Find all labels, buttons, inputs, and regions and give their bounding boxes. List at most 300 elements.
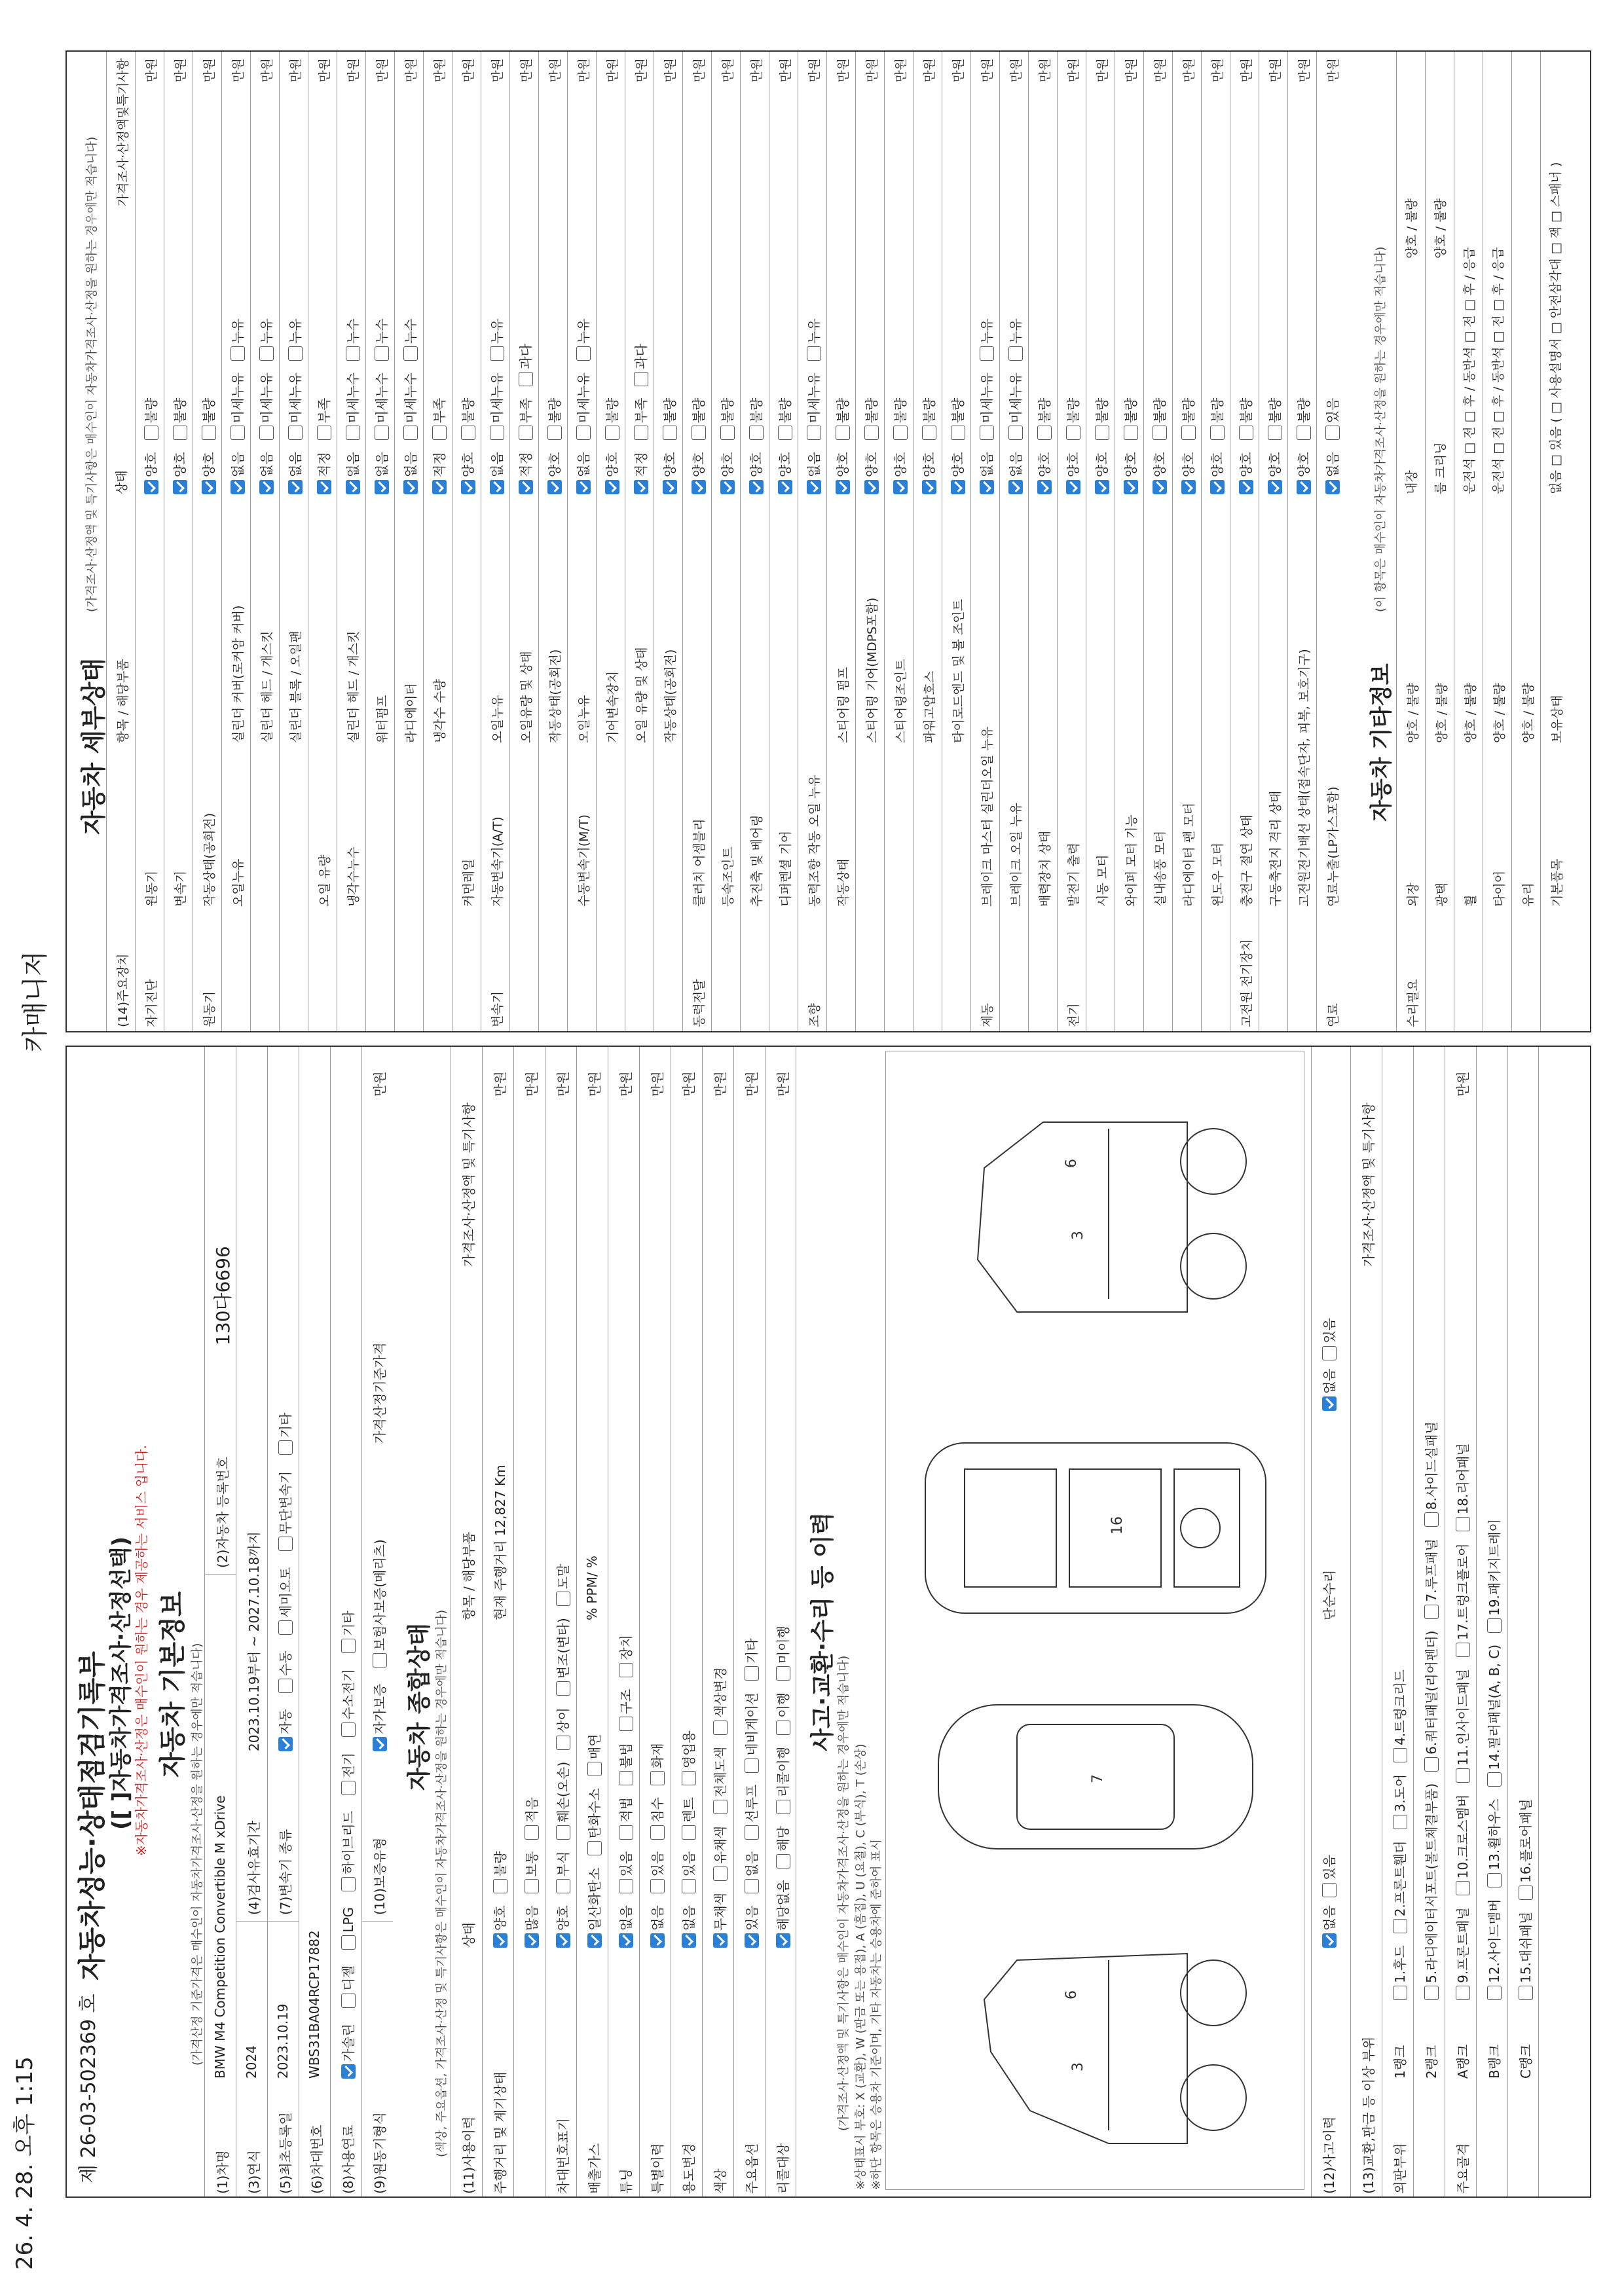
detail-option (662, 452, 678, 494)
checkbox (778, 480, 792, 494)
detail-option (720, 452, 735, 494)
overall-option (555, 1851, 571, 1894)
detail-part: 스티어링조인트 (894, 659, 908, 743)
detail-row (365, 52, 394, 1031)
checkbox (893, 480, 908, 494)
detail-option-label: 불량 (748, 397, 764, 424)
detail-state (861, 386, 880, 494)
overall-option (775, 1826, 791, 1868)
detail-part: 스티어링 펌프 (836, 666, 851, 743)
detail-option (403, 318, 418, 361)
rank-item-label: 10.크로스멤버 (1455, 1794, 1471, 1879)
detail-option (460, 452, 476, 494)
won-unit: 만원 (492, 1071, 508, 1097)
accident-title: 사고·교환·수리 등 이력 (809, 1512, 836, 1751)
detail-option (489, 452, 505, 494)
rank-item-label: 6.쿼터패널(리어펜더) (1424, 1630, 1439, 1755)
rank-item-label: 13.휠하우스 (1486, 1798, 1502, 1870)
repair-row (1540, 52, 1569, 1031)
checkbox (1325, 480, 1340, 494)
detail-option-label: 양호 (604, 452, 620, 477)
detail-option (230, 318, 246, 361)
won-unit: 만원 (635, 58, 649, 82)
detail-group: 전기 (1067, 1003, 1081, 1027)
checkbox (1037, 480, 1052, 494)
detail-part: 실린더 블록 / 오일팬 (289, 630, 303, 743)
checkbox (776, 1933, 790, 1948)
detail-state (1178, 386, 1197, 494)
checkbox (720, 426, 735, 440)
checkbox (922, 480, 936, 494)
detail-option-label: 누유 (230, 318, 246, 344)
detail-option (806, 373, 822, 440)
checkbox (650, 1825, 665, 1840)
won-unit: 만원 (779, 58, 793, 82)
detail-option (1209, 398, 1225, 441)
detail-group: 조향 (807, 1003, 822, 1027)
svg-text:7: 7 (1090, 1774, 1106, 1783)
detail-part: 오일누유 (490, 695, 505, 743)
detail-option-label: 양호 (950, 452, 966, 477)
checkbox (403, 346, 418, 361)
detail-option-label: 양호 (1123, 452, 1139, 477)
won-unit: 만원 (462, 58, 476, 82)
rank-item (1424, 1421, 1439, 1527)
detail-option-label: 불량 (777, 397, 793, 424)
checkbox (1393, 1748, 1407, 1762)
detail-state (198, 386, 217, 494)
rank-item-label: 9.프론트패널 (1455, 1907, 1471, 1983)
overall-option-label: 침수 (650, 1797, 665, 1823)
overall-option (555, 1564, 571, 1607)
overall-row-options (773, 1614, 792, 1948)
checkbox (1424, 1986, 1439, 2000)
detail-state (688, 386, 707, 494)
checkbox (807, 426, 821, 440)
checkbox (556, 1736, 570, 1750)
overall-row (639, 1047, 671, 2196)
detail-part: 워터펌프 (375, 695, 390, 743)
detail-state (602, 386, 621, 494)
checkbox (1487, 1986, 1502, 2000)
rank-item-label: 15.대쉬패널 (1518, 1911, 1534, 1983)
detail-option-label: 불량 (1296, 397, 1312, 424)
checkbox (317, 426, 331, 440)
won-unit: 만원 (231, 58, 246, 82)
overall-option-label: 해당 (775, 1826, 791, 1851)
detail-item: 디퍼렌셜 기어 (779, 830, 793, 907)
won-unit: 만원 (519, 58, 534, 82)
detail-state (919, 386, 938, 494)
detail-group: 원동기 (202, 991, 217, 1027)
overall-option (744, 1639, 760, 1681)
overall-row-label: 특별이력 (650, 2143, 665, 2194)
row-rank1: 외판부위 1랭크 1.후드2.프론트휀더3.도어4.트렁크리드 (1382, 1047, 1413, 2196)
repair-item: 광택 (1435, 883, 1449, 907)
checkbox (587, 1933, 602, 1948)
checkbox (231, 426, 245, 440)
checkbox (259, 346, 274, 361)
detail-option-label: 적정 (633, 452, 649, 477)
checkbox (682, 1771, 696, 1785)
detail-row (394, 52, 423, 1031)
detail-option-label: 적정 (316, 452, 332, 477)
right-form (65, 50, 1591, 1032)
checkbox (1124, 480, 1138, 494)
checkbox (144, 480, 158, 494)
overall-row (702, 1047, 733, 2196)
detail-option (1123, 398, 1139, 441)
checkbox (202, 480, 216, 494)
detail-option-label: 불량 (893, 397, 908, 424)
detail-row (596, 52, 625, 1031)
checkbox (403, 480, 418, 494)
detail-row (164, 52, 193, 1031)
overall-option (492, 1905, 508, 1948)
detail-option (287, 318, 303, 361)
overall-option-label: 매연 (587, 1734, 602, 1760)
detail-option-label: 적정 (432, 452, 447, 477)
detail-item: 커먼레일 (462, 858, 476, 907)
basic-info-title: 자동차 기본정보 (158, 1591, 188, 1777)
detail-item: 클러치 어셈블리 (692, 818, 707, 907)
detail-item: 고전원전기배선 상태(접속단자, 피복, 보호기구) (1297, 649, 1312, 907)
detail-option (576, 373, 591, 440)
detail-option (1267, 398, 1283, 441)
detail-option (1094, 452, 1110, 494)
overall-row-extra: 현재 주행거리 12,827 Km (492, 1465, 508, 1620)
detail-state (141, 386, 160, 494)
detail-option (1296, 452, 1312, 494)
detail-item: 시동 모터 (1096, 854, 1110, 907)
detail-row (308, 52, 337, 1031)
detail-state (1120, 386, 1139, 494)
overall-option (555, 1707, 571, 1750)
checkbox (556, 1879, 570, 1893)
overall-option-label: 부식 (555, 1851, 571, 1877)
overall-option (712, 1747, 728, 1814)
rank-item-label: 14.필러패널(A, B, C) (1486, 1644, 1502, 1770)
overall-option (524, 1851, 540, 1894)
checkbox (1487, 1618, 1502, 1633)
overall-option (587, 1734, 602, 1776)
checkbox (490, 426, 504, 440)
checkbox (1153, 426, 1167, 440)
detail-option (1094, 398, 1110, 441)
checkbox (713, 1800, 728, 1814)
detail-row (1028, 52, 1057, 1031)
checkbox (619, 1825, 633, 1840)
detail-title: 자동차 세부상태 (79, 657, 108, 835)
detail-option (1296, 398, 1312, 441)
detail-option-label: 양호 (172, 452, 188, 477)
detail-part: 타이로드엔드 및 볼 조인트 (951, 598, 966, 743)
detail-option-label: 누유 (576, 318, 591, 344)
detail-row (826, 52, 855, 1031)
detail-option (1152, 452, 1168, 494)
overall-option-label: 미이행 (775, 1626, 791, 1664)
detail-part: 작동상태(공회전) (548, 649, 563, 743)
detail-option-label: 불량 (1094, 397, 1110, 424)
detail-item: 추진축 및 베어링 (750, 814, 764, 907)
overall-option-label: 탄화수소 (587, 1788, 602, 1839)
checkbox (980, 480, 994, 494)
detail-row (769, 52, 798, 1031)
detail-option (691, 398, 707, 441)
checkbox (1456, 1986, 1470, 2000)
detail-option (806, 452, 822, 494)
checkbox (634, 480, 648, 494)
detail-item: 발전기 출력 (1067, 843, 1081, 907)
won-unit: 만원 (260, 58, 274, 82)
detail-state (1092, 386, 1111, 494)
checkbox (1210, 480, 1225, 494)
detail-state (371, 306, 390, 494)
checkbox (346, 346, 360, 361)
overall-option (650, 1905, 665, 1948)
checkbox (1424, 1512, 1439, 1527)
repair-item: 타이어 (1492, 870, 1507, 907)
checkbox (519, 426, 533, 440)
detail-group: 자기진단 (145, 979, 159, 1027)
detail-state (1005, 306, 1024, 494)
detail-option (604, 452, 620, 494)
detail-option-label: 양호 (1152, 452, 1168, 477)
detail-option-label: 미세누유 (1008, 373, 1024, 424)
detail-option (576, 452, 591, 494)
checkbox (745, 1879, 759, 1893)
detail-state (832, 386, 851, 494)
legend-note: ※하단 항목은 승용차 기준이며, 기타 자동차는 승용차에 준하여 표시 (870, 1838, 883, 2190)
detail-item: 작동상태(공회전) (202, 812, 217, 907)
overall-option (650, 1743, 665, 1785)
detail-option (547, 398, 563, 441)
checkbox (745, 1758, 759, 1773)
checkbox (650, 1771, 665, 1785)
detail-option (864, 398, 879, 441)
rank-item-label: 17.트렁크플로어 (1455, 1543, 1471, 1641)
detail-option-label: 불량 (1238, 397, 1254, 424)
won-unit: 만원 (145, 58, 159, 82)
detail-state (1063, 386, 1082, 494)
detail-option-label: 없음 (979, 452, 995, 477)
overall-option-label: 일산화탄소 (587, 1867, 602, 1931)
checkbox (1239, 426, 1253, 440)
rank-item (1486, 1899, 1502, 2000)
overall-option-label: 유채색 (712, 1826, 728, 1865)
detail-group: 연료 (1326, 1003, 1340, 1027)
detail-option-label: 불량 (691, 397, 707, 424)
svg-text:16: 16 (1109, 1516, 1126, 1535)
overall-option (744, 1785, 760, 1840)
checkbox (619, 1717, 633, 1731)
checkbox (576, 346, 591, 361)
detail-item: 동력조향 작동 오일 누유 (807, 774, 822, 907)
overall-option-label: 구조 (618, 1688, 634, 1715)
detail-option-label: 양호 (1209, 452, 1225, 477)
detail-row (740, 52, 769, 1031)
detail-row (481, 52, 509, 1031)
detail-option-label: 없음 (374, 452, 390, 477)
detail-state (1034, 386, 1053, 494)
detail-option-label: 부족 (518, 397, 534, 424)
detail-option (633, 344, 649, 386)
row-fuel: (8)사용연료 가솔린 디젤 LPG 하이브리드 전기 수소전기 기타 (330, 1047, 361, 2196)
svg-text:3: 3 (1070, 2062, 1086, 2071)
overall-option-label: 도말 (555, 1563, 571, 1590)
detail-row (913, 52, 942, 1031)
won-unit: 만원 (744, 1071, 760, 1097)
detail-item: 냉각수누수 (346, 847, 361, 907)
detail-option-label: 과다 (633, 344, 649, 369)
won-unit: 만원 (894, 58, 908, 82)
checkbox (461, 480, 475, 494)
detail-option-label: 미세누유 (806, 373, 822, 424)
detail-state (515, 332, 534, 494)
detail-part: 실린더 커버(로커암 커버) (231, 605, 246, 743)
checkbox (1124, 426, 1138, 440)
overall-option-label: 있음 (650, 1851, 665, 1877)
checkbox (619, 1771, 633, 1785)
checkbox (1268, 480, 1282, 494)
detail-group: 동력전달 (692, 979, 707, 1027)
checkbox (173, 426, 187, 440)
checkbox (749, 426, 764, 440)
won-unit: 만원 (346, 58, 361, 82)
checkbox (317, 480, 331, 494)
checkbox (1487, 1772, 1502, 1787)
detail-option-label: 양호 (547, 452, 563, 477)
checkbox (778, 426, 792, 440)
checkbox (1456, 1517, 1470, 1531)
overall-header: (11)사용이력 상태 항목 / 해당부품 가격조사·산정액 및 특기사항 (451, 1047, 482, 2196)
checkbox (634, 372, 648, 386)
repair-state-2: 양호 / 불량 (1405, 198, 1419, 259)
rank-item (1392, 1841, 1408, 1934)
detail-option-label: 미세누유 (259, 373, 274, 424)
detail-state (948, 386, 967, 494)
overall-option-label: 없음 (744, 1851, 760, 1877)
checkbox (547, 480, 562, 494)
detail-option (691, 452, 707, 494)
repair-row (1483, 52, 1511, 1031)
rank-item (1455, 1669, 1471, 1783)
detail-part: 실린더 헤드 / 개스킷 (260, 630, 274, 743)
detail-option-label: 불량 (1209, 397, 1225, 424)
detail-option (316, 452, 332, 494)
row-rankC: C랭크 15.대쉬패널16.플로어패널 (1507, 1047, 1539, 2196)
detail-part: 기어변속장치 (606, 670, 620, 743)
won-unit: 만원 (1182, 58, 1196, 82)
detail-row (855, 52, 884, 1031)
detail-option (633, 398, 649, 441)
checkbox (1181, 480, 1196, 494)
overall-option-label: 훼손(오손) (555, 1761, 571, 1823)
detail-option (259, 318, 274, 361)
rank-item (1455, 1795, 1471, 1895)
checkbox (375, 426, 389, 440)
overall-row-options (490, 1840, 509, 1948)
checkbox (525, 1933, 539, 1948)
detail-option (748, 452, 764, 494)
checkbox (576, 480, 591, 494)
checkbox (776, 1721, 790, 1735)
checkbox (288, 346, 303, 361)
checkbox (951, 480, 965, 494)
service-warning: ※자동차가격조사·산정은 매수인이 원하는 경우 제공하는 서비스 입니다. (134, 1445, 149, 1856)
overall-option (775, 1626, 791, 1681)
detail-row (711, 52, 740, 1031)
checkbox (745, 1666, 759, 1681)
svg-text:3: 3 (1070, 1231, 1086, 1240)
detail-row (509, 52, 538, 1031)
won-unit: 만원 (1297, 58, 1312, 82)
svg-text:6: 6 (1063, 1159, 1080, 1168)
detail-option (950, 452, 966, 494)
checkbox (259, 426, 274, 440)
detail-state (487, 306, 506, 494)
won-unit: 만원 (681, 1071, 697, 1097)
accident-note: (가격조사·산정액 및 특기사항은 매수인이 자동차가격조사·산정을 원하는 경우에만 적습니다) (837, 1655, 851, 2131)
checkbox (1181, 426, 1196, 440)
detail-option-label: 양호 (1181, 452, 1196, 477)
detail-row (1143, 52, 1172, 1031)
checkbox (1095, 480, 1109, 494)
detail-state (544, 386, 563, 494)
rank-item-label: 5.라디에이터서포트(볼트체결부품) (1424, 1783, 1439, 1983)
repair-item-2: 운전석 □ 전 □ 후 / 동반석 □ 전 □ 후 / 응급 (1462, 247, 1477, 494)
detail-part: 스티어링 기어(MDPS포함) (865, 597, 879, 743)
overall-row (482, 1047, 513, 2196)
detail-state (1149, 386, 1168, 494)
overall-title: 자동차 종합상태 (406, 1623, 433, 1791)
overall-option (587, 1788, 602, 1855)
won-unit: 만원 (577, 58, 591, 82)
detail-option (979, 318, 995, 361)
detail-row (337, 52, 365, 1031)
checkbox (713, 1721, 728, 1735)
row-rankA: 주요골격 A랭크 9.프론트패널10.크로스멤버11.인사이드패널17.트렁크플로어18.리어패널 만원 (1445, 1047, 1476, 2196)
detail-option (777, 398, 793, 441)
won-unit: 만원 (923, 58, 937, 82)
detail-option-label: 양호 (1094, 452, 1110, 477)
rank-item (1424, 1539, 1439, 1618)
checkbox (619, 1933, 633, 1948)
basic-info-note: (가격산정 기준가격은 매수인이 자동차가격조사·산정을 원하는 경우에만 적습니다) (191, 1643, 204, 2066)
checkbox (432, 480, 447, 494)
detail-option (230, 373, 246, 440)
overall-option-label: 해당없음 (775, 1880, 791, 1931)
car-side-left (984, 1954, 1246, 2143)
checkbox (1037, 426, 1052, 440)
detail-option (374, 373, 390, 440)
detail-row (682, 52, 711, 1031)
detail-option-label: 없음 (489, 452, 505, 477)
overall-row-options (553, 1552, 572, 1948)
detail-option (230, 452, 246, 494)
checkbox (375, 480, 389, 494)
detail-option (518, 398, 534, 441)
overall-row-options (616, 1623, 635, 1948)
detail-row (798, 52, 826, 1031)
detail-option (201, 452, 217, 494)
rank-item (1518, 1798, 1534, 1899)
detail-row (1057, 52, 1086, 1031)
detail-state (429, 386, 448, 494)
overall-option-label: 없음 (681, 1905, 697, 1931)
overall-option-label: 무채색 (712, 1893, 728, 1931)
detail-option (1209, 452, 1225, 494)
